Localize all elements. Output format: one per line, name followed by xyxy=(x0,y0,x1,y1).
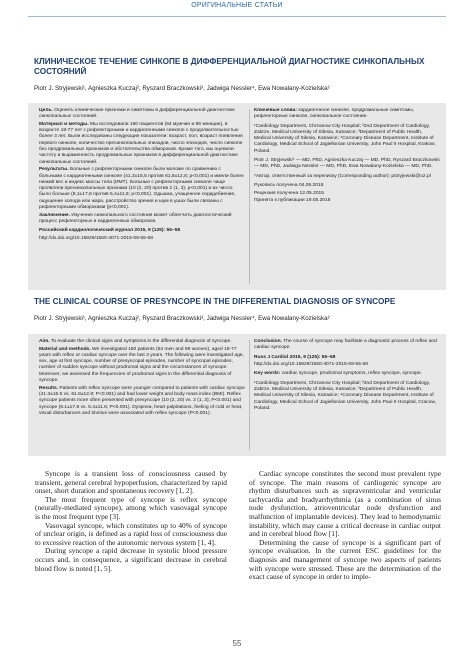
section-label: ОРИГИНАЛЬНЫЕ СТАТЬИ xyxy=(191,2,283,9)
body-paragraph: Syncope is a transient loss of consciousness caused by transient, general cerebral hypoperfusion, characterized by rapid onset, short duration and spontaneous recovery [1, 2]. xyxy=(35,469,227,496)
ru-abstract-right xyxy=(254,108,440,206)
ru-reviewed: Рецензия получена 12.05.2015 xyxy=(254,190,324,196)
body-paragraph: Determining the cause of syncope is a significant part of syncope evaluation. In the current ESC guidelines for the diagnosis and management of syncope two aspects of patients with syncope were stressed. These are the determination of the exact cause of syncope in order to imple- xyxy=(249,537,441,582)
ru-conclusion-label: Заключение. xyxy=(39,212,70,218)
page-number: 55 xyxy=(232,639,242,648)
body-paragraph: Cardiac syncope constitutes the second most prevalent type of syncope. The main reasons of cardiogenic syncope are rhythm disturbances such as supraventricular and ventricular tachycardia and bradyarrhythmia (as a combination of sinus node dysfunction, atrioventricular node dysfunction and malfunction of implantable devices). They lead to hemodynamic instability, which may cause a critical decrease in cardiac output and in cerebral blood flow [1]. xyxy=(249,469,441,539)
ru-conclusion: Изучение синкопального состояния может облегчить диагностический процесс рефлекторных и кардиогенных обмороков. xyxy=(39,212,232,224)
body-paragraph: The most frequent type of syncope is reflex syncope (neurally-mediated syncope), among which vasovagal syncope is the most frequent type [3]. xyxy=(35,494,227,521)
ru-aim: Оценить клинические признаки и симптомы в дифференциальной диагностике синкопальных состояний. xyxy=(39,108,235,120)
ru-results-label: Результаты. xyxy=(39,167,69,173)
ru-received: Рукопись получена 04.05.2015 xyxy=(254,182,324,188)
section-header xyxy=(0,0,474,16)
ru-correspondence: *Автор, ответственный за переписку (Corresponding author): pstryjewski@o2.pl xyxy=(254,173,431,179)
ru-authors: Piotr J. Stryjewski¹, Agnieszka Kuczaj², Ryszard Braczkowski³, Jadwiga Nessler⁴, Ewa Nowalany-Kozielska² xyxy=(34,85,330,92)
ru-doi-link[interactable]: http://dx.doi.org/10.15829/1560-4071-2015-09-55-58 xyxy=(39,235,153,241)
ru-abstract-box xyxy=(28,103,446,290)
en-abstract-box xyxy=(28,334,446,456)
en-abstract-left xyxy=(39,339,245,418)
ru-title: КЛИНИЧЕСКОЕ ТЕЧЕНИЕ СИНКОПЕ В ДИФФЕРЕНЦИАЛЬНОЙ ДИАГНОСТИКЕ СИНКОПАЛЬНЫХ СОСТОЯНИЙ xyxy=(34,57,425,76)
ru-methods-label: Материал и методы. xyxy=(39,121,89,127)
en-column-divider xyxy=(249,340,250,450)
en-keywords: cardiac syncope, prodromal symptoms, reflex syncope, syncope. xyxy=(281,371,422,377)
body-paragraph: During syncope a rapid decrease in systolic blood pressure occurs and, in consequence, a significant decrease in cerebral blood flow is noted [1, 5]. xyxy=(35,546,227,573)
en-keywords-label: Key words: xyxy=(254,371,281,377)
en-affiliations: ¹Cardiology Department, Chrzanow City Hospital; ²2nd Department of Cardiology, Zabrze, Medical University of Silesia, Katowice; ³Department of Public Health, Medical University of Silesia, Katowice; ⁴Coronary Disease Department, Institute of Cardiology, Medical School of Jagiellonian University, John Paul II Hospital, Cracow, Poland. xyxy=(254,380,436,411)
en-abstract-right xyxy=(254,339,440,414)
en-methods: We investigated 160 patients (64 men and 96 women), aged 18-77 years with reflex or cardiac syncope over the last 3 years. The following were investigated age, sex, age at first syncope, number of presyncopal episodes, number of syncopal episodes, number of sudden syncope without prodromal signs and the circumstances of syncope. Moreover, we assessed the frequencies of prodromal signs in the differential diagnosis of syncope. xyxy=(39,346,244,384)
ru-keywords: кардиогенное синкопе, продромальные симптомы, рефлекторные синкопе, синкопальное состояние. xyxy=(254,108,415,120)
ru-affiliations: ¹Cardiology Department, Chrzanow City Hospital; ²2nd Department of Cardiology, Zabrze, Medical University of Silesia, Katowice; ³Department of Public Health, Medical University of Silesia, Katowice; ⁴Coronary Disease Department, Institute of Cardiology, Medical School of Jagiellonian University, John Paul II Hospital, Krakow, Poland. xyxy=(254,123,436,154)
en-conclusion: The course of syncope may facilitate a diagnostic process of reflex and cardiac syncope. xyxy=(254,339,437,351)
en-results-label: Results. xyxy=(39,385,59,391)
en-aim-label: Aim. xyxy=(39,339,50,344)
ru-methods: Мы исследовали 160 пациентов (64 мужчин и 96 женщин), в возрасте 18-77 лет с рефлекторными и кардиогенными синкопе с продолжительностью более 3 лет. Были исследованы следующие показатели: возраст, пол, возраст появления первого синкопе, количество пресинкопальных эпизодов, число эпизодов, число синкопе без продромальных признаков и обстоятельства обмороков. Кроме того, мы оценили частоту и выраженность продромальных признаков в дифференциальной диагностике синкопальных состояний. xyxy=(39,121,243,165)
header-rule xyxy=(28,16,446,17)
ru-journal-ref: Российский кардиологический журнал 2015, 9 (125): 55–58 xyxy=(39,228,181,234)
ru-author-info: Piotr J. Stryjewski* — MD, PhD, Agnieszka Kuczaj — MD, PhD, Ryszard Braczkowski — MD, PhD, Jadwiga Nessler — MD, PhD, Ewa Nowalany-Kozielska — MD, PhD. xyxy=(254,158,440,170)
ru-abstract-left xyxy=(39,108,245,243)
en-methods-label: Material and methods. xyxy=(39,346,91,352)
ru-column-divider xyxy=(249,109,250,284)
ru-aim-label: Цель. xyxy=(39,108,53,113)
ru-accepted: Принята к публикации 19.05.2015 xyxy=(254,198,331,204)
ru-keywords-label: Ключевые слова: xyxy=(254,108,297,113)
ru-results: Больные с рефлекторными синкопе были моложе по сравнению с больными с кардиогенными синкопе (41,3±16,5 против 61,8±12,8; p<0,001) и имели более низкий вес и индекс массы тела (ИМТ). Больные с рефлекторными синкопе чаще проявляли пресинкопальные признаки (10 (2, 20) против 2 (1, 3); p<0,001) и их число было больше (8,1±17,8 против 5,4±11,6; p<0,001). Одышка, учащенное сердцебиение, ощущение холода или жара, расстройство зрения и шум в ушах были связаны с рефлекторными обмороками (p<0,001). xyxy=(39,167,244,211)
en-journal-ref: Russ J Cardiol 2015, 9 (125): 55–58 xyxy=(254,354,336,360)
body-paragraph: Vasovagal syncope, which constitutes up to 40% of syncope of unclear origin, is defined as a rapid loss of consciousness due to excessive reaction of the autonomic nervous system [1, 4]. xyxy=(35,520,227,547)
en-aim: To evaluate the clinical signs and symptoms in the differential diagnosis of syncope. xyxy=(50,339,232,344)
en-title: THE CLINICAL COURSE OF PRESYNCOPE IN THE DIFFERENTIAL DIAGNOSIS OF SYNCOPE xyxy=(34,297,396,306)
en-conclusion-label: Conclusion. xyxy=(254,339,282,344)
body-left-column xyxy=(35,470,227,573)
en-doi-link[interactable]: http://dx.doi.org/10.15829/1560-4071-2015-09-55-58 xyxy=(254,362,368,368)
en-results: Patients with reflex syncope were younger compared to patients with cardiac syncope (41.3±16.5 vs. 61.8±12.8; P<0.001) and had lower weight and body mass index (BMI). Reflex syncope patients more often presented with presyncope (10 (2, 20) vs. 2 (1, 3); P<0.001) and syncope (8.1±17.8 vs. 5.4±11.6; P<0.001). Dyspnea, heart palpitations, feeling of cold or heat, visual disturbances and tinnitus were associated with reflex syncope (P<0.001). xyxy=(39,385,245,416)
body-right-column xyxy=(249,470,441,582)
en-authors: Piotr J. Stryjewski¹, Agnieszka Kuczaj², Ryszard Braczkowski³, Jadwiga Nessler⁴, Ewa Nowalany-Kozielska² xyxy=(34,315,330,322)
